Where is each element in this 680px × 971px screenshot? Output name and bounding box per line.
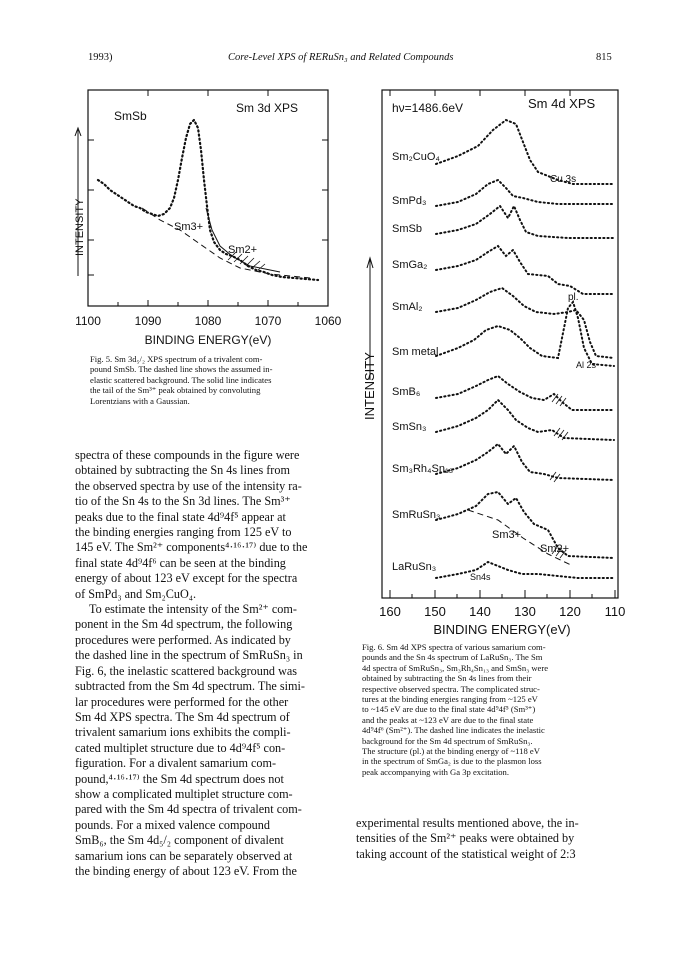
fig6-sm3-label: Sm3+ [492,529,522,541]
text-line: 145 eV. The Sm²⁺ components⁴·¹⁶·¹⁷⁾ due to the [75,540,308,555]
fig5-xtick: 1060 [314,314,342,328]
fig6-spectrum-label: Sm 4d XPS [528,96,596,111]
fig6-sm2-hatches [550,394,568,558]
text-line: show a complicated multiplet structure com- [75,786,293,801]
text-line: SmB₆, the Sm 4d₅/₂ component of divalent [75,833,284,848]
caption-line: and the peaks at ~123 eV are due to the final state [362,714,534,725]
fig5-xtick: 1070 [254,314,282,328]
spectrum-smb6 [436,376,614,410]
fig5-compound-label: SmSb [114,109,147,123]
text-line: cated multiplet structure due to 4d⁹4f⁵ con- [75,740,286,755]
caption-line: obtained by subtracting the Sn 4s lines from their [362,673,532,684]
caption-line: background for the Sm 4d spectrum of SmRuSn₃. [362,735,533,746]
caption-line: pounds and the Sn 4s spectrum of LaRuSn₃. The Sm [362,652,543,663]
fig5-xtick: 1080 [194,314,222,328]
caption-line: tures at the binding energies ranging from ~125 eV [362,694,538,705]
spectrum-sm3rh4sn13 [436,444,614,480]
fig6-compound-label: SmSn₃ [392,421,427,433]
fig6-sm2-label: Sm2+ [540,543,570,555]
figure-6-caption [362,642,612,777]
fig6-compound-label: SmSb [392,223,422,235]
text-line: lar procedures were performed for the other [75,694,289,709]
fig6-compound-label: Sm metal [392,346,439,358]
fig6-compound-label: SmRuSn₃ [392,509,441,521]
fig6-pl-label: pl. [568,292,579,303]
fig6-sn4s-label: Sn4s [470,572,491,582]
fig6-compound-label: Sm₂CuO₄ [392,151,440,163]
fig6-xtick: 130 [514,604,536,619]
fig6-spectra [436,120,614,578]
text-line: final state 4d⁹4f⁶ can be seen at the binding [75,555,286,570]
caption-line: Fig. 5. Sm 3d₅/₂ XPS spectrum of a trivalent com- [90,354,263,364]
fig6-xtick: 160 [379,604,401,619]
text-line: energy of about 123 eV except for the spectra [75,571,298,586]
spectrum-sm2cuo4 [436,120,614,184]
text-line: spectra of these compounds in the figure were [75,448,300,462]
fig5-sm3-label: Sm3+ [174,221,204,233]
text-line: tensities of the Sm²⁺ peaks were obtained by [356,831,575,846]
spectrum-smga2 [436,246,614,294]
text-line: trivalent samarium ions exhibits the compli- [75,725,291,740]
text-line: taking account of the statistical weight of 2:3 [356,846,576,861]
fig6-xtick: 150 [424,604,446,619]
caption-line: to ~145 eV are due to the final state 4d⁹4f⁵ (Sm³⁺) [362,704,536,715]
spectrum-smrusn3 [436,492,614,558]
fig6-compound-label: SmAl₂ [392,301,423,313]
fig6-xtick: 140 [469,604,491,619]
page-number: 815 [596,52,612,63]
text-line: procedures were performed. As indicated by [75,632,291,647]
text-line: figuration. For a divalent samarium com- [75,756,277,771]
caption-line: the tail of the Sm³⁺ peak obtained by convoluting [90,385,261,396]
fig6-compound-label: Sm₃Rh₄Sn₁₃ [392,463,454,475]
figure-5-caption [90,354,338,406]
fig5-ylabel: INTENSITY [74,198,86,256]
fig6-compound-label: SmGa₂ [392,259,428,271]
fig5-tail-line [206,208,280,272]
fig6-xlabel: BINDING ENERGY(eV) [433,622,571,637]
text-line: ponent in the Sm 4d spectrum, the following [75,617,293,632]
running-header-title: Core-Level XPS of RERuSn₃ and Related Compounds [228,52,454,63]
text-line: samarium ions can be separately observed at [75,848,293,863]
text-line: obtained by subtracting the Sn 4s lines from [75,463,290,478]
fig6-energy-label: hν=1486.6eV [392,101,464,115]
text-line: pounds. For a mixed valence compound [75,817,270,832]
text-line: Sm 4d XPS spectra. The Sm 4d spectrum of [75,709,290,724]
fig6-compound-label: SmB₆ [392,386,421,398]
fig6-compound-label: LaRuSn₃ [392,561,437,573]
text-line: the binding energies ranging from 125 eV to [75,525,292,540]
caption-line: Lorentzians with a Gaussian. [90,395,190,406]
caption-line: in the spectrum of SmGa₂ is due to the plasmon loss [362,756,542,767]
spectrum-smsb [436,206,614,238]
fig6-ylabel: INTENSITY [362,352,377,420]
caption-line: The structure (pl.) at the binding energy of ~118 eV [362,746,540,757]
text-line: To estimate the intensity of the Sm²⁺ com- [89,602,297,617]
caption-line: pound SmSb. The dashed line shows the assumed in- [90,364,273,375]
text-line: Fig. 6, the inelastic scattered background was [75,663,298,678]
fig5-xtick: 1100 [75,314,101,328]
text-line: the binding energy of about 123 eV. From the [75,863,297,878]
caption-line: peak accompanying with Ga 3p excitation. [362,766,510,777]
figure-5-plot [70,80,350,352]
fig6-xtick: 120 [559,604,581,619]
text-line: the dashed line in the spectrum of SmRuSn₃ in [75,648,303,663]
fig6-xtick: 110 [604,604,626,619]
text-line: tio of the Sn 4s to the Sn 3d lines. The Sm³⁺ [75,494,291,509]
fig5-spectrum-label: Sm 3d XPS [236,101,299,115]
text-line: peaks due to the final state 4d⁹4f⁵ appear at [75,509,286,524]
caption-line: elastic scattered background. The solid line indicates [90,374,272,385]
left-column-text [75,448,341,879]
text-line: pared with the Sm 4d spectra of trivalent com- [75,802,302,817]
fig5-xtick: 1090 [134,314,162,328]
fig6-cu3s-label: Cu 3s [550,174,577,185]
spectrum-smal2 [436,288,614,358]
spectrum-larusn3 [436,562,614,578]
text-line: of SmPd₃ and Sm₂CuO₄. [75,586,197,601]
caption-line: 4d spectra of SmRuSn₃, Sm₃Rh₄Sn₁₃ and SmSn₃ were [362,662,549,673]
running-header-year: 1993) [88,52,113,63]
fig5-background-dashed [142,208,310,278]
fig6-al2s-label: Al 2s [576,360,597,370]
caption-line: 4d⁹4f⁶ (Sm²⁺). The dashed line indicates the inelastic [362,725,545,736]
spectrum-smsn3 [436,400,614,440]
fig5-xlabel: BINDING ENERGY(eV) [144,333,272,347]
text-line: the observed spectra by use of the intensity ra- [75,478,302,493]
caption-line: respective observed spectra. The complicated struc- [362,683,540,694]
right-column-text [356,816,614,862]
text-line: subtracted from the Sm 4d spectrum. The simi- [75,679,305,694]
figure-6-plot [358,80,628,640]
caption-line: Fig. 6. Sm 4d XPS spectra of various samarium com- [362,642,546,652]
fig5-spectrum-dots [98,120,318,280]
fig6-compound-label: SmPd₃ [392,195,427,207]
text-line: pound,⁴·¹⁶·¹⁷⁾ the Sm 4d spectrum does not [75,771,284,786]
text-line: experimental results mentioned above, the in- [356,816,579,830]
fig5-sm2-label: Sm2+ [228,244,258,256]
